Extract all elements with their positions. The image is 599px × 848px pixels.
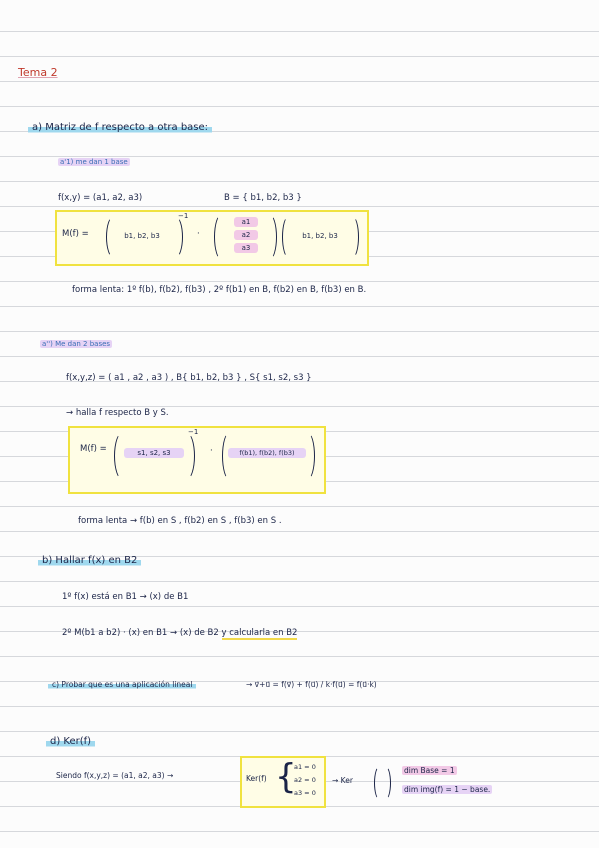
paren-left-icon (214, 214, 229, 260)
inverse-exponent-1: −1 (178, 212, 189, 220)
kernel-result-arrow: → Ker (332, 776, 353, 785)
brace-icon: { (275, 757, 297, 797)
linearity-formula: → v⃗+u⃗ = f(v⃗) + f(u⃗) / k·f(u⃗) = f(u⃗·k) (246, 680, 377, 689)
slow-method-2: forma lenta → f(b) en S , f(b2) en S , f(b3) en S . (78, 516, 282, 526)
matrix-formula-box-2 (68, 426, 326, 494)
function-definition-2: f(x,y,z) = ( a1 , a2 , a3 ) , B{ b1, b2, b3 } , S{ s1, s2, s3 } (66, 373, 312, 383)
section-c-heading: c) Probar que es una aplicación lineal (48, 680, 196, 689)
paren-right-icon (262, 214, 277, 260)
paren-right-icon (178, 432, 195, 480)
subsection-a2-heading: a'') Me dan 2 bases (42, 340, 111, 348)
a-column-2: a2 (234, 230, 258, 240)
paren-right-icon (380, 766, 391, 800)
section-d-heading: d) Ker(f) (46, 736, 95, 747)
fb-vector: f(b1), f(b2), f(b3) (228, 448, 306, 458)
subsection-a1-heading: a'1) me dan 1 base (60, 158, 128, 166)
paren-right-icon (168, 216, 183, 258)
matrix-label-1: M(f) = (62, 229, 89, 239)
inverse-exponent-2: −1 (188, 428, 199, 436)
dot-operator-2: · (210, 446, 213, 456)
step-1: 1º f(x) está en B1 → (x) de B1 (62, 592, 189, 602)
kernel-equation-2: a2 = 0 (294, 776, 316, 784)
function-definition-1: f(x,y) = (a1, a2, a3) (58, 193, 143, 203)
a-column-1: a1 (234, 217, 258, 227)
b-vector-2: b1, b2, b3 (302, 232, 338, 240)
step-2: 2º M(b1 a b2) · (x) en B1 → (x) de B2 y calcularla en B2 (62, 628, 298, 638)
kernel-label: Ker(f) (246, 774, 267, 783)
kernel-equation-3: a3 = 0 (294, 789, 316, 797)
find-instruction: → halla f respecto B y S. (66, 408, 169, 418)
page-title: Tema 2 (18, 66, 58, 79)
a-column-3: a3 (234, 243, 258, 253)
dot-operator-1: · (197, 229, 200, 239)
s-vector: s1, s2, s3 (124, 448, 184, 458)
b-vector-1: b1, b2, b3 (124, 232, 160, 240)
section-b-heading: b) Hallar f(x) en B2 (38, 555, 141, 566)
dim-base: dim Base = 1 (404, 766, 455, 775)
dim-image: dim img(f) = 1 − base. (404, 785, 491, 794)
matrix-label-2: M(f) = (80, 444, 107, 454)
slow-method-1: forma lenta: 1º f(b), f(b2), f(b3) , 2º f(b1) en B, f(b2) en B, f(b3) en B. (72, 285, 367, 295)
kernel-definition: Siendo f(x,y,z) = (a1, a2, a3) → (56, 771, 174, 780)
section-a-heading: a) Matriz de f respecto a otra base: (28, 122, 212, 133)
paren-right-icon (346, 216, 359, 258)
base-definition-1: B = { b1, b2, b3 } (224, 193, 302, 203)
paren-right-icon (300, 432, 315, 480)
kernel-equation-1: a1 = 0 (294, 763, 316, 771)
